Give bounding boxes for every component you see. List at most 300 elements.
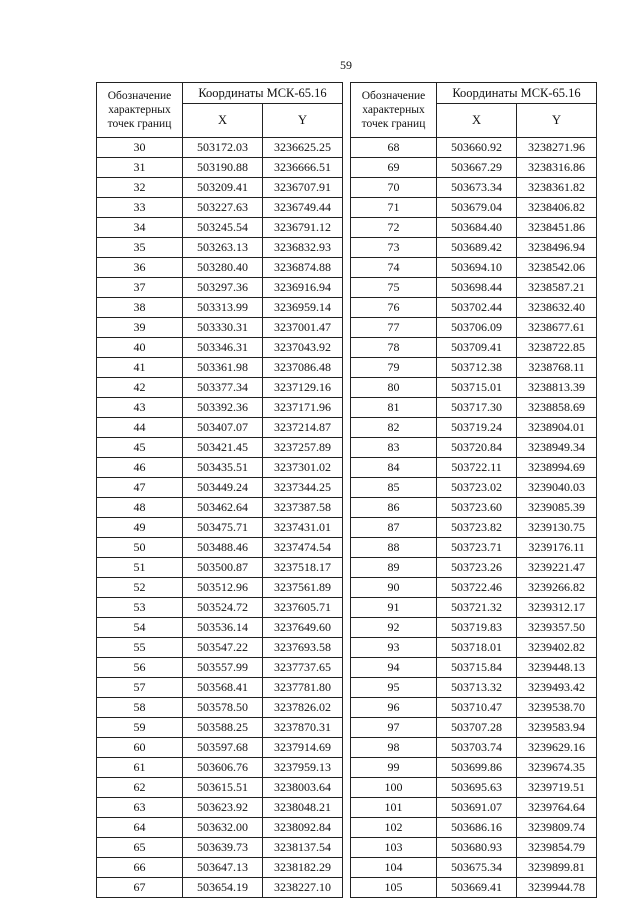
y-coordinate-cell: 3236916.94 [263,278,343,298]
y-coordinate-cell: 3237914.69 [263,738,343,758]
x-coordinate-cell: 503190.88 [183,158,263,178]
table-row [97,658,343,678]
table-row [97,438,343,458]
x-coordinate-cell: 503713.32 [437,678,517,698]
table-row [351,718,597,738]
x-coordinate-cell: 503712.38 [437,358,517,378]
y-coordinate-cell: 3237431.01 [263,518,343,538]
x-coordinate-cell: 503719.24 [437,418,517,438]
point-number-cell: 73 [351,238,437,258]
x-coordinate-cell: 503706.09 [437,318,517,338]
point-number-cell: 62 [97,778,183,798]
table-row [97,758,343,778]
point-number-cell: 74 [351,258,437,278]
point-number-cell: 96 [351,698,437,718]
x-coordinate-cell: 503280.40 [183,258,263,278]
x-coordinate-cell: 503703.74 [437,738,517,758]
x-column-header: X [183,104,263,138]
point-number-cell: 52 [97,578,183,598]
table-row [97,878,343,898]
x-coordinate-cell: 503686.16 [437,818,517,838]
coords-group-header: Координаты МСК-65.16 [437,83,597,104]
point-number-cell: 49 [97,518,183,538]
point-number-cell: 67 [97,878,183,898]
table-row [351,818,597,838]
x-coordinate-cell: 503623.92 [183,798,263,818]
point-number-cell: 51 [97,558,183,578]
point-number-cell: 39 [97,318,183,338]
table-row [97,298,343,318]
x-coordinate-cell: 503695.63 [437,778,517,798]
point-number-cell: 32 [97,178,183,198]
table-row [97,518,343,538]
x-coordinate-cell: 503720.84 [437,438,517,458]
table-row [351,678,597,698]
y-coordinate-cell: 3237870.31 [263,718,343,738]
table-row [351,598,597,618]
y-coordinate-cell: 3237086.48 [263,358,343,378]
x-coordinate-cell: 503512.96 [183,578,263,598]
y-coordinate-cell: 3236832.93 [263,238,343,258]
table-row [351,338,597,358]
y-coordinate-cell: 3239266.82 [517,578,597,598]
y-coordinate-cell: 3237605.71 [263,598,343,618]
table-row [97,418,343,438]
x-coordinate-cell: 503245.54 [183,218,263,238]
y-coordinate-cell: 3238813.39 [517,378,597,398]
x-coordinate-cell: 503421.45 [183,438,263,458]
table-row [351,538,597,558]
point-number-cell: 63 [97,798,183,818]
point-number-cell: 40 [97,338,183,358]
x-coordinate-cell: 503707.28 [437,718,517,738]
table-row [351,478,597,498]
point-number-cell: 36 [97,258,183,278]
table-row [351,518,597,538]
y-coordinate-cell: 3239674.35 [517,758,597,778]
y-coordinate-cell: 3239448.13 [517,658,597,678]
x-coordinate-cell: 503723.26 [437,558,517,578]
x-coordinate-cell: 503723.82 [437,518,517,538]
x-coordinate-cell: 503699.86 [437,758,517,778]
x-coordinate-cell: 503547.22 [183,638,263,658]
table-row [351,318,597,338]
y-coordinate-cell: 3238092.84 [263,818,343,838]
x-coordinate-cell: 503172.03 [183,138,263,158]
point-number-cell: 95 [351,678,437,698]
point-number-cell: 66 [97,858,183,878]
point-number-cell: 46 [97,458,183,478]
x-coordinate-cell: 503392.36 [183,398,263,418]
table-row [351,878,597,898]
x-coordinate-cell: 503209.41 [183,178,263,198]
y-coordinate-cell: 3237171.96 [263,398,343,418]
y-coordinate-cell: 3238003.64 [263,778,343,798]
point-number-cell: 94 [351,658,437,678]
x-coordinate-cell: 503227.63 [183,198,263,218]
x-coordinate-cell: 503715.84 [437,658,517,678]
table-row [351,778,597,798]
table-row [97,718,343,738]
y-coordinate-cell: 3239538.70 [517,698,597,718]
table-row [97,558,343,578]
y-coordinate-cell: 3237257.89 [263,438,343,458]
point-number-cell: 61 [97,758,183,778]
y-coordinate-cell: 3238949.34 [517,438,597,458]
point-number-cell: 53 [97,598,183,618]
y-coordinate-cell: 3238227.10 [263,878,343,898]
table-row [351,418,597,438]
point-number-cell: 80 [351,378,437,398]
table-row [97,638,343,658]
table-row [97,538,343,558]
point-number-cell: 34 [97,218,183,238]
table-row [97,458,343,478]
y-coordinate-cell: 3239493.42 [517,678,597,698]
x-column-header: X [437,104,517,138]
x-coordinate-cell: 503435.51 [183,458,263,478]
table-row [97,798,343,818]
point-number-cell: 57 [97,678,183,698]
y-coordinate-cell: 3238722.85 [517,338,597,358]
point-number-cell: 65 [97,838,183,858]
table-row [351,158,597,178]
point-number-cell: 104 [351,858,437,878]
point-number-cell: 59 [97,718,183,738]
point-number-cell: 72 [351,218,437,238]
x-coordinate-cell: 503377.34 [183,378,263,398]
point-number-cell: 42 [97,378,183,398]
table-row [97,278,343,298]
x-coordinate-cell: 503679.04 [437,198,517,218]
x-coordinate-cell: 503698.44 [437,278,517,298]
table-row [97,318,343,338]
point-number-cell: 101 [351,798,437,818]
point-number-cell: 91 [351,598,437,618]
y-coordinate-cell: 3237301.02 [263,458,343,478]
y-coordinate-cell: 3237214.87 [263,418,343,438]
x-coordinate-cell: 503524.72 [183,598,263,618]
table-row [97,678,343,698]
table-row [351,658,597,678]
x-coordinate-cell: 503723.60 [437,498,517,518]
coordinates-table-body [97,138,343,898]
y-coordinate-cell: 3238361.82 [517,178,597,198]
x-coordinate-cell: 503694.10 [437,258,517,278]
point-number-cell: 78 [351,338,437,358]
x-coordinate-cell: 503722.46 [437,578,517,598]
x-coordinate-cell: 503568.41 [183,678,263,698]
x-coordinate-cell: 503673.34 [437,178,517,198]
coords-group-header: Координаты МСК-65.16 [183,83,343,104]
point-number-cell: 84 [351,458,437,478]
point-number-cell: 83 [351,438,437,458]
table-row [97,158,343,178]
table-row [97,578,343,598]
table-row [351,838,597,858]
table-row [97,778,343,798]
y-coordinate-cell: 3238768.11 [517,358,597,378]
y-coordinate-cell: 3239809.74 [517,818,597,838]
y-coordinate-cell: 3236959.14 [263,298,343,318]
y-coordinate-cell: 3236791.12 [263,218,343,238]
x-coordinate-cell: 503722.11 [437,458,517,478]
point-number-cell: 89 [351,558,437,578]
x-coordinate-cell: 503684.40 [437,218,517,238]
table-row [97,398,343,418]
y-coordinate-cell: 3239130.75 [517,518,597,538]
x-coordinate-cell: 503718.01 [437,638,517,658]
table-row [97,218,343,238]
table-row [97,818,343,838]
x-coordinate-cell: 503723.02 [437,478,517,498]
y-coordinate-cell: 3239764.64 [517,798,597,818]
x-coordinate-cell: 503691.07 [437,798,517,818]
table-row [351,298,597,318]
table-row [97,358,343,378]
x-coordinate-cell: 503710.47 [437,698,517,718]
point-number-cell: 103 [351,838,437,858]
x-coordinate-cell: 503717.30 [437,398,517,418]
table-row [351,138,597,158]
x-coordinate-cell: 503647.13 [183,858,263,878]
coordinates-table-body [351,138,597,898]
y-coordinate-cell: 3238048.21 [263,798,343,818]
y-coordinate-cell: 3237474.54 [263,538,343,558]
designation-header: Обозначение характерных точек границ [97,83,183,138]
point-number-cell: 35 [97,238,183,258]
table-row [97,258,343,278]
table-row [351,178,597,198]
y-coordinate-cell: 3239357.50 [517,618,597,638]
table-row [97,698,343,718]
point-number-cell: 68 [351,138,437,158]
point-number-cell: 92 [351,618,437,638]
table-row [351,698,597,718]
table-row [351,578,597,598]
x-coordinate-cell: 503462.64 [183,498,263,518]
point-number-cell: 88 [351,538,437,558]
designation-header: Обозначение характерных точек границ [351,83,437,138]
x-coordinate-cell: 503667.29 [437,158,517,178]
point-number-cell: 76 [351,298,437,318]
point-number-cell: 50 [97,538,183,558]
x-coordinate-cell: 503407.07 [183,418,263,438]
point-number-cell: 30 [97,138,183,158]
x-coordinate-cell: 503669.41 [437,878,517,898]
table-row [97,238,343,258]
x-coordinate-cell: 503578.50 [183,698,263,718]
y-coordinate-cell: 3237649.60 [263,618,343,638]
y-coordinate-cell: 3237344.25 [263,478,343,498]
y-column-header: Y [263,104,343,138]
point-number-cell: 98 [351,738,437,758]
point-number-cell: 44 [97,418,183,438]
point-number-cell: 99 [351,758,437,778]
table-row [351,738,597,758]
point-number-cell: 86 [351,498,437,518]
table-row [351,198,597,218]
y-coordinate-cell: 3238587.21 [517,278,597,298]
table-row [351,378,597,398]
y-coordinate-cell: 3237826.02 [263,698,343,718]
x-coordinate-cell: 503723.71 [437,538,517,558]
table-row [97,838,343,858]
y-coordinate-cell: 3236666.51 [263,158,343,178]
y-coordinate-cell: 3238137.54 [263,838,343,858]
y-coordinate-cell: 3239583.94 [517,718,597,738]
table-row [351,798,597,818]
point-number-cell: 33 [97,198,183,218]
point-number-cell: 43 [97,398,183,418]
table-row [351,438,597,458]
point-number-cell: 60 [97,738,183,758]
point-number-cell: 48 [97,498,183,518]
x-coordinate-cell: 503680.93 [437,838,517,858]
table-row [351,858,597,878]
point-number-cell: 105 [351,878,437,898]
x-coordinate-cell: 503500.87 [183,558,263,578]
table-row [97,738,343,758]
y-coordinate-cell: 3239040.03 [517,478,597,498]
coordinates-table-left [96,82,343,898]
table-row [351,218,597,238]
point-number-cell: 79 [351,358,437,378]
x-coordinate-cell: 503313.99 [183,298,263,318]
x-coordinate-cell: 503675.34 [437,858,517,878]
y-coordinate-cell: 3238182.29 [263,858,343,878]
table-row [97,338,343,358]
table-row [97,498,343,518]
x-coordinate-cell: 503654.19 [183,878,263,898]
y-coordinate-cell: 3237737.65 [263,658,343,678]
x-coordinate-cell: 503297.36 [183,278,263,298]
x-coordinate-cell: 503588.25 [183,718,263,738]
x-coordinate-cell: 503709.41 [437,338,517,358]
table-row [97,378,343,398]
point-number-cell: 41 [97,358,183,378]
point-number-cell: 87 [351,518,437,538]
point-number-cell: 90 [351,578,437,598]
table-row [97,198,343,218]
y-coordinate-cell: 3238451.86 [517,218,597,238]
page-number: 59 [340,58,352,72]
table-row [97,478,343,498]
table-row [97,618,343,638]
x-coordinate-cell: 503721.32 [437,598,517,618]
y-coordinate-cell: 3238994.69 [517,458,597,478]
point-number-cell: 97 [351,718,437,738]
x-coordinate-cell: 503536.14 [183,618,263,638]
table-row [351,458,597,478]
table-row [351,358,597,378]
y-coordinate-cell: 3239854.79 [517,838,597,858]
point-number-cell: 70 [351,178,437,198]
point-number-cell: 55 [97,638,183,658]
x-coordinate-cell: 503702.44 [437,298,517,318]
y-coordinate-cell: 3236749.44 [263,198,343,218]
x-coordinate-cell: 503639.73 [183,838,263,858]
table-row [351,558,597,578]
x-coordinate-cell: 503557.99 [183,658,263,678]
point-number-cell: 82 [351,418,437,438]
y-coordinate-cell: 3236874.88 [263,258,343,278]
y-coordinate-cell: 3239221.47 [517,558,597,578]
x-coordinate-cell: 503475.71 [183,518,263,538]
point-number-cell: 56 [97,658,183,678]
point-number-cell: 47 [97,478,183,498]
y-coordinate-cell: 3238271.96 [517,138,597,158]
y-coordinate-cell: 3237518.17 [263,558,343,578]
table-row [351,238,597,258]
x-coordinate-cell: 503449.24 [183,478,263,498]
x-coordinate-cell: 503632.00 [183,818,263,838]
point-number-cell: 37 [97,278,183,298]
point-number-cell: 93 [351,638,437,658]
y-coordinate-cell: 3239402.82 [517,638,597,658]
x-coordinate-cell: 503597.68 [183,738,263,758]
y-coordinate-cell: 3238632.40 [517,298,597,318]
y-coordinate-cell: 3237001.47 [263,318,343,338]
point-number-cell: 58 [97,698,183,718]
table-row [351,618,597,638]
y-coordinate-cell: 3237043.92 [263,338,343,358]
y-coordinate-cell: 3239629.16 [517,738,597,758]
x-coordinate-cell: 503263.13 [183,238,263,258]
y-coordinate-cell: 3238904.01 [517,418,597,438]
table-row [351,758,597,778]
y-column-header: Y [517,104,597,138]
table-row [351,258,597,278]
x-coordinate-cell: 503488.46 [183,538,263,558]
x-coordinate-cell: 503660.92 [437,138,517,158]
point-number-cell: 38 [97,298,183,318]
x-coordinate-cell: 503606.76 [183,758,263,778]
y-coordinate-cell: 3236625.25 [263,138,343,158]
x-coordinate-cell: 503330.31 [183,318,263,338]
table-row [351,498,597,518]
table-row [97,178,343,198]
table-row [351,398,597,418]
y-coordinate-cell: 3237959.13 [263,758,343,778]
point-number-cell: 100 [351,778,437,798]
point-number-cell: 75 [351,278,437,298]
y-coordinate-cell: 3238858.69 [517,398,597,418]
point-number-cell: 81 [351,398,437,418]
y-coordinate-cell: 3239176.11 [517,538,597,558]
y-coordinate-cell: 3239899.81 [517,858,597,878]
point-number-cell: 85 [351,478,437,498]
y-coordinate-cell: 3237129.16 [263,378,343,398]
point-number-cell: 102 [351,818,437,838]
x-coordinate-cell: 503715.01 [437,378,517,398]
y-coordinate-cell: 3238316.86 [517,158,597,178]
table-row [351,638,597,658]
table-row [97,598,343,618]
y-coordinate-cell: 3239312.17 [517,598,597,618]
x-coordinate-cell: 503719.83 [437,618,517,638]
table-row [97,138,343,158]
point-number-cell: 64 [97,818,183,838]
point-number-cell: 45 [97,438,183,458]
point-number-cell: 77 [351,318,437,338]
table-row [351,278,597,298]
y-coordinate-cell: 3237693.58 [263,638,343,658]
y-coordinate-cell: 3239944.78 [517,878,597,898]
y-coordinate-cell: 3237387.58 [263,498,343,518]
x-coordinate-cell: 503361.98 [183,358,263,378]
y-coordinate-cell: 3238406.82 [517,198,597,218]
